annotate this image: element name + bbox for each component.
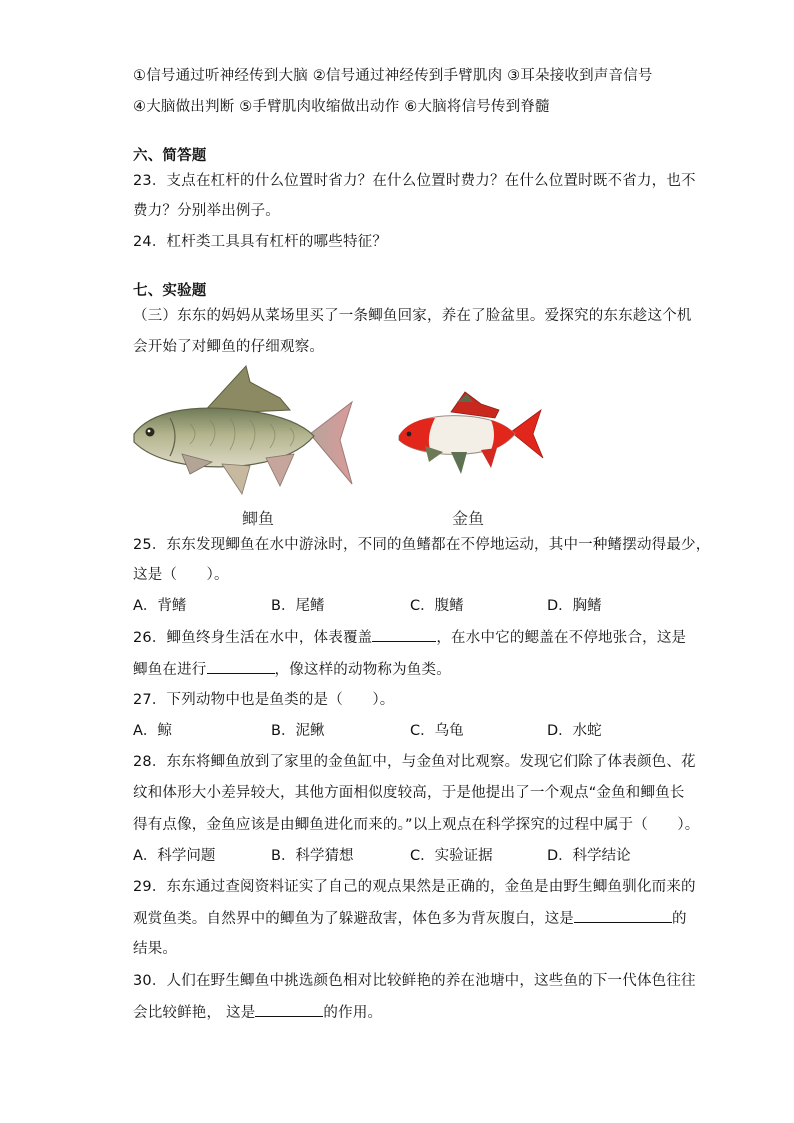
caption-goldfish: 金鱼 bbox=[452, 509, 485, 528]
question-29-text-b2: 的 bbox=[672, 911, 687, 927]
question-30-line-2 bbox=[133, 1002, 382, 1023]
question-29-line-3: 结果。 bbox=[133, 941, 178, 957]
question-25-line-2: 这是（ ）。 bbox=[133, 567, 229, 583]
step-line-1: ①信号通过听神经传到大脑 ②信号通过神经传到手臂肌肉 ③耳朵接收到声音信号 bbox=[133, 68, 653, 84]
question-26-line-2 bbox=[133, 659, 451, 680]
question-26-text-b1: 鲫鱼在进行 bbox=[133, 662, 207, 678]
question-23-line-1: 23．支点在杠杆的什么位置时省力？在什么位置时费力？在什么位置时既不省力，也不 bbox=[133, 173, 696, 189]
section-heading-experiment: 七、实验题 bbox=[133, 283, 207, 299]
option-a: A．鲸 bbox=[133, 723, 172, 739]
intro-line-1: （三）东东的妈妈从菜场里买了一条鲫鱼回家，养在了脸盆里。爱探究的东东趁这个机 bbox=[133, 308, 692, 324]
option-c: C．乌龟 bbox=[410, 723, 464, 739]
question-27: 27．下列动物中也是鱼类的是（ ）。 bbox=[133, 692, 395, 708]
question-25-line-1: 25．东东发现鲫鱼在水中游泳时，不同的鱼鳍都在不停地运动，其中一种鳍摆动得最少， bbox=[133, 537, 711, 553]
answer-blank[interactable] bbox=[207, 659, 275, 674]
answer-blank[interactable] bbox=[372, 627, 436, 642]
crucian-carp-image bbox=[130, 362, 355, 504]
question-26-text-b2: ，像这样的动物称为鱼类。 bbox=[274, 662, 451, 678]
caption-crucian-carp: 鲫鱼 bbox=[242, 509, 275, 528]
question-24: 24．杠杆类工具具有杠杆的哪些特征？ bbox=[133, 234, 388, 250]
question-28-line-3: 得有点像，金鱼应该是由鲫鱼进化而来的。”以上观点在科学探究的过程中属于（ ）。 bbox=[133, 817, 700, 833]
question-29-text-b1: 观赏鱼类。自然界中的鲫鱼为了躲避敌害，体色多为背灰腹白，这是 bbox=[133, 911, 574, 927]
question-26-text-a1: 26．鲫鱼终身生活在水中，体表覆盖 bbox=[133, 630, 373, 646]
question-28-line-2: 纹和体形大小差异较大，其他方面相似度较高，于是他提出了一个观点“金鱼和鲫鱼长 bbox=[133, 785, 685, 801]
option-d: D．水蛇 bbox=[547, 723, 602, 739]
question-30-text-b2: 的作用。 bbox=[323, 1005, 383, 1021]
intro-line-2: 会开始了对鲫鱼的仔细观察。 bbox=[133, 339, 325, 355]
question-23-line-2: 费力？分别举出例子。 bbox=[133, 203, 280, 219]
question-29-line-2 bbox=[133, 908, 687, 929]
option-c: C．腹鳍 bbox=[410, 598, 464, 614]
question-26-text-a2: ，在水中它的鳃盖在不停地张合，这是 bbox=[436, 630, 687, 646]
option-a: A．科学问题 bbox=[133, 848, 216, 864]
question-30-line-1: 30．人们在野生鲫鱼中挑选颜色相对比较鲜艳的养在池塘中，这些鱼的下一代体色往往 bbox=[133, 973, 696, 989]
option-b: B．泥鳅 bbox=[271, 723, 325, 739]
option-a: A．背鳍 bbox=[133, 598, 187, 614]
option-b: B．尾鳍 bbox=[271, 598, 325, 614]
option-d: D．科学结论 bbox=[547, 848, 631, 864]
answer-blank[interactable] bbox=[574, 908, 672, 923]
question-29-line-1: 29．东东通过查阅资料证实了自己的观点果然是正确的，金鱼是由野生鲫鱼驯化而来的 bbox=[133, 879, 696, 895]
goldfish-image bbox=[395, 390, 545, 480]
option-c: C．实验证据 bbox=[410, 848, 493, 864]
option-b: B．科学猜想 bbox=[271, 848, 354, 864]
answer-blank[interactable] bbox=[255, 1002, 323, 1017]
option-d: D．胸鳍 bbox=[547, 598, 602, 614]
step-line-2: ④大脑做出判断 ⑤手臂肌肉收缩做出动作 ⑥大脑将信号传到脊髓 bbox=[133, 99, 550, 115]
question-28-line-1: 28．东东将鲫鱼放到了家里的金鱼缸中，与金鱼对比观察。发现它们除了体表颜色、花 bbox=[133, 754, 696, 770]
section-heading-short-answer: 六、简答题 bbox=[133, 148, 207, 164]
question-26-line-1 bbox=[133, 627, 686, 648]
question-30-text-b1: 会比较鲜艳， 这是 bbox=[133, 1005, 256, 1021]
